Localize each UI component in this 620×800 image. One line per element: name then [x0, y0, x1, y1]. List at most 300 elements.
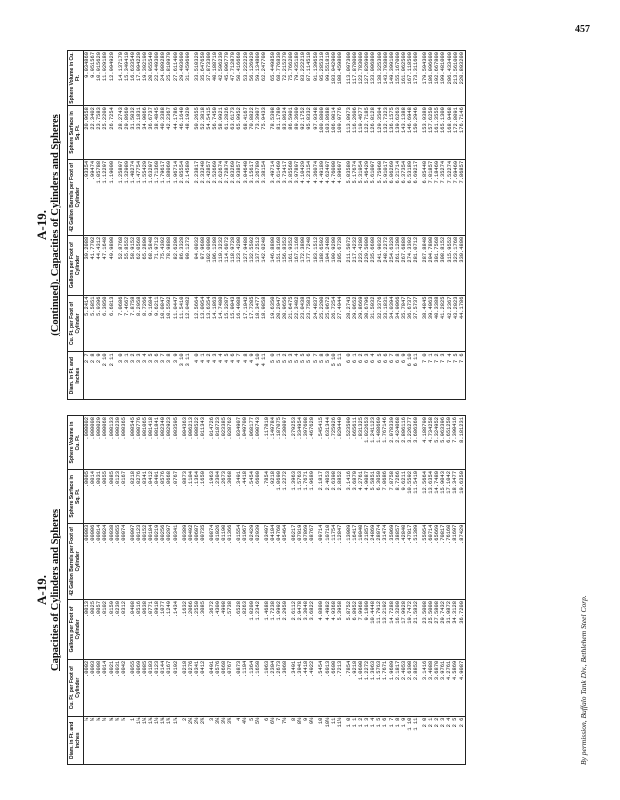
value-cell: 114.6072 — [224, 235, 230, 295]
value-cell: .0014 — [90, 470, 96, 524]
column-header: 42 Gallon Barrels per Foot of Cylinder — [68, 159, 84, 235]
value-cell: 22.449300 — [154, 51, 160, 106]
diameter-cell: 6 3 — [364, 352, 370, 400]
value-cell: .0057 — [96, 600, 102, 660]
value-cell: 2.1817 — [395, 659, 401, 716]
value-cell: 10.915620 — [96, 51, 102, 106]
value-cell: .3085 — [200, 600, 206, 660]
value-cell: 3.73417 — [282, 159, 288, 235]
value-cell: .0276 — [136, 470, 142, 524]
value-cell: .034907 — [236, 416, 242, 470]
value-cell: .117810 — [264, 416, 270, 470]
value-cell: 3.226277 — [407, 416, 413, 470]
column-header: Gallons per Foot of Cylinder — [68, 235, 84, 295]
value-cell: 42.596230 — [218, 51, 224, 106]
value-cell: 14.1863 — [212, 295, 218, 352]
value-cell: 127.9488 — [243, 235, 249, 295]
value-cell: .002923 — [166, 416, 172, 470]
table-id-right: A-19. — [34, 210, 49, 240]
value-cell: .3068 — [282, 659, 288, 716]
value-cell: 7.86857 — [459, 159, 466, 235]
value-cell: 15.349410 — [124, 51, 130, 106]
value-cell: 12.5664 — [422, 470, 428, 524]
value-cell: 294.7800 — [428, 235, 434, 295]
value-cell: 55.8552 — [124, 235, 130, 295]
value-cell: .00735 — [200, 523, 206, 599]
value-cell: 142.0248 — [261, 235, 267, 295]
diameter-cell: 2 11 — [109, 352, 115, 400]
value-cell: 149.399100 — [389, 51, 395, 106]
value-cell: .334954 — [297, 416, 303, 470]
value-cell: 73.3907 — [255, 106, 261, 160]
value-cell: .0167 — [121, 470, 127, 524]
column-header: Sphere Volume in Cu. Ft. — [68, 51, 84, 106]
value-cell: 6.8952 — [352, 600, 358, 660]
value-cell: .6600 — [331, 659, 337, 716]
value-cell: .0159 — [109, 600, 115, 660]
value-cell: 40.188710 — [212, 51, 218, 106]
value-cell: 17.1042 — [243, 295, 249, 352]
table-row — [459, 51, 466, 400]
value-cell: 4.2761 — [446, 659, 452, 716]
diameter-cell: 6 6 — [383, 352, 389, 400]
value-cell: 4.4982 — [325, 600, 331, 660]
value-cell: .13989 — [346, 523, 352, 599]
value-cell: .00014 — [96, 523, 102, 599]
value-cell: 155.167000 — [395, 51, 401, 106]
column-header: 42 Gallon Barrels per Foot of Cylinder — [68, 523, 84, 599]
value-cell: 6.6813 — [109, 295, 115, 352]
value-cell: 58.9921 — [218, 106, 224, 160]
diameter-cell: 4 7 — [236, 352, 242, 400]
value-cell: 5.17674 — [352, 159, 358, 235]
diameter-cell: 1¼ — [142, 716, 148, 764]
diameter-cell: 2 5 — [452, 716, 458, 764]
diameter-cell: ⅞ — [121, 716, 127, 764]
value-cell: 39.2088 — [84, 235, 91, 295]
value-cell: .00184 — [148, 523, 154, 599]
value-cell: .00492 — [188, 523, 194, 599]
value-cell: 8.7266 — [395, 470, 401, 524]
value-cell: 9.951567 — [90, 51, 96, 106]
value-cell: 1.63297 — [148, 159, 154, 235]
value-cell: .3491 — [291, 659, 297, 716]
value-cell: 1.9689 — [309, 470, 315, 524]
value-cell: 10.0847 — [160, 295, 166, 352]
rotated-book-page — [30, 45, 590, 765]
value-cell: 235.6608 — [370, 235, 376, 295]
value-cell: 1.3963 — [370, 659, 376, 716]
value-cell: 143.793800 — [383, 51, 389, 106]
table-left-block — [30, 415, 590, 765]
value-cell: .0341 — [142, 470, 148, 524]
value-cell: 186.096600 — [428, 51, 434, 106]
table-title-right: (Continued). Capacities of Cylinders and Spheres — [50, 114, 61, 336]
diameter-cell: 5 5 — [300, 352, 306, 400]
value-cell: 97.9608 — [200, 235, 206, 295]
value-cell: 126.0128 — [370, 106, 376, 160]
value-cell: 133.006800 — [370, 51, 376, 106]
value-cell: 35.647650 — [200, 51, 206, 106]
value-cell: 161.9352 — [288, 235, 294, 295]
column-header: Sphere Surface in Sq. Ft. — [68, 470, 84, 524]
value-cell: .467620 — [309, 416, 315, 470]
table-row — [84, 416, 91, 765]
value-cell: 2.62674 — [218, 159, 224, 235]
value-cell: .000008 — [90, 416, 96, 470]
value-cell: .00297 — [166, 523, 172, 599]
value-cell: 1.9689 — [389, 659, 395, 716]
value-cell: 4.9368 — [331, 600, 337, 660]
value-cell: 3.6870 — [352, 470, 358, 524]
value-cell: 14.7480 — [218, 295, 224, 352]
value-cell: 5.324952 — [434, 416, 440, 470]
value-cell: .87429 — [459, 523, 466, 599]
diameter-cell: 2 8 — [90, 352, 96, 400]
value-cell: .47017 — [407, 523, 413, 599]
value-cell: 192.667800 — [434, 51, 440, 106]
value-cell: 38.4845 — [422, 295, 428, 352]
value-cell: 4.10429 — [300, 159, 306, 235]
value-cell: 2.4053 — [401, 659, 407, 716]
value-cell: .1249 — [166, 600, 172, 660]
value-cell: .00341 — [173, 523, 179, 599]
diameter-cell: 4 1 — [200, 352, 206, 400]
value-cell: .00024 — [102, 523, 108, 599]
value-cell: 62.247700 — [261, 51, 267, 106]
value-cell: .1632 — [182, 600, 188, 660]
value-cell: 1.0200 — [249, 600, 255, 660]
value-cell: 38.4845 — [154, 106, 160, 160]
diameter-cell: 4½ — [242, 716, 248, 764]
value-cell: .001418 — [148, 416, 154, 470]
value-cell: 4.23154 — [306, 159, 312, 235]
value-cell: .0516 — [136, 600, 142, 660]
diameter-cell: 1 11 — [413, 716, 419, 764]
diameter-cell: 3 — [209, 716, 215, 764]
value-cell: 132.5592 — [249, 235, 255, 295]
diameter-cell: 1⅞ — [173, 716, 179, 764]
value-cell: 29.7432 — [440, 600, 446, 660]
value-cell: 25.810970 — [166, 51, 172, 106]
value-cell: 123.4200 — [236, 235, 242, 295]
value-cell: .0230 — [115, 600, 121, 660]
value-cell: 261.1200 — [395, 235, 401, 295]
table-right-block — [30, 50, 590, 400]
value-cell: .0031 — [115, 659, 121, 716]
diameter-cell: 2 7 — [84, 352, 91, 400]
value-cell: 6.651250 — [446, 416, 452, 470]
diameter-cell: 1 10 — [407, 716, 413, 764]
value-cell: .0491 — [209, 659, 215, 716]
value-cell: 37.5737 — [413, 295, 419, 352]
value-cell: .028762 — [227, 416, 233, 470]
value-cell: 7.9968 — [358, 600, 364, 660]
value-cell: 24.4837 — [313, 295, 319, 352]
value-cell: .000365 — [121, 416, 127, 470]
value-cell: 1.40274 — [130, 159, 136, 235]
value-cell: 2.33240 — [200, 159, 206, 235]
value-cell: .0192 — [173, 659, 179, 716]
value-cell: 223.4208 — [358, 235, 364, 295]
value-cell: 1.5763 — [297, 470, 303, 524]
value-cell: 43.2023 — [453, 295, 459, 352]
value-cell: 68.776830 — [276, 51, 282, 106]
value-cell: 161.3555 — [434, 106, 440, 160]
value-cell: 168.9468 — [447, 106, 453, 160]
value-cell: 75.766200 — [288, 51, 294, 106]
value-cell: .3941 — [297, 659, 303, 716]
value-cell: 146.8800 — [270, 235, 276, 295]
value-cell: 50.416660 — [236, 51, 242, 106]
value-cell: 4.36074 — [313, 159, 319, 235]
value-cell: .00123 — [136, 523, 142, 599]
value-cell: 59.134800 — [255, 51, 261, 106]
value-cell: 6.85440 — [422, 159, 428, 235]
value-cell: .545415 — [318, 416, 324, 470]
value-cell: 19.392190 — [142, 51, 148, 106]
value-cell: 20.2947 — [276, 295, 282, 352]
value-cell: .00055 — [115, 523, 121, 599]
value-cell: 7.35274 — [440, 159, 446, 235]
value-cell: 17.7205 — [249, 295, 255, 352]
value-cell: .1963 — [209, 470, 215, 524]
value-cell: .002340 — [160, 416, 166, 470]
diameter-cell: 4 9 — [249, 352, 255, 400]
value-cell: .0123 — [115, 470, 121, 524]
column-header: Sphere Volume in Cu. Ft. — [68, 416, 84, 470]
value-cell: 5.5851 — [370, 470, 376, 524]
diameter-cell: 2 4 — [446, 716, 452, 764]
value-cell: .0025 — [90, 600, 96, 660]
value-cell: 20.9658 — [84, 106, 91, 160]
table-header-row — [68, 416, 84, 765]
value-cell: 36.6737 — [407, 295, 413, 352]
value-cell: .1104 — [242, 659, 248, 716]
value-cell: 102.0000 — [206, 235, 212, 295]
value-cell: 3.85560 — [288, 159, 294, 235]
value-cell: 87.114510 — [306, 51, 312, 106]
value-cell: .09714 — [318, 523, 324, 599]
value-cell: 206.433400 — [447, 51, 453, 106]
value-cell: 20.955540 — [148, 51, 154, 106]
value-cell: 3.49714 — [270, 159, 276, 235]
value-cell: .04104 — [270, 523, 276, 599]
value-cell: 1.0690 — [276, 470, 282, 524]
value-cell: 22.3402 — [90, 106, 96, 160]
value-cell: 2.424068 — [395, 416, 401, 470]
value-cell: 32.3376 — [377, 295, 383, 352]
value-cell: 42.2367 — [166, 106, 172, 160]
value-cell: 83.8624 — [282, 106, 288, 160]
value-cell: 34.9066 — [142, 106, 148, 160]
diameter-cell: 7 0 — [422, 352, 428, 400]
value-cell: 161.062500 — [401, 51, 407, 106]
value-cell: .0767 — [173, 470, 179, 524]
value-cell: 78.5398 — [270, 106, 276, 160]
diameter-cell: 3 7 — [160, 352, 166, 400]
value-cell: 2.1817 — [318, 470, 324, 524]
diameter-cell: ⅜ — [96, 716, 102, 764]
diameter-cell: 5 11 — [337, 352, 343, 400]
value-cell: .07869 — [303, 523, 309, 599]
value-cell: 3.686360 — [413, 416, 419, 470]
value-cell: .9218 — [270, 470, 276, 524]
value-cell: 17.994220 — [136, 51, 142, 106]
value-cell: 5.46429 — [364, 159, 370, 235]
value-cell: .10710 — [325, 523, 331, 599]
value-cell: .0638 — [142, 600, 148, 660]
diameter-cell: 7 3 — [440, 352, 446, 400]
value-cell: 13.6354 — [428, 470, 434, 524]
value-cell: .4998 — [221, 600, 227, 660]
diameter-cell: 1 6 — [382, 716, 388, 764]
value-cell: .2066 — [188, 600, 194, 660]
value-cell: .1104 — [188, 470, 194, 524]
value-cell: .0873 — [236, 659, 242, 716]
value-cell: 118.9728 — [230, 235, 236, 295]
value-cell: .4922 — [309, 659, 315, 716]
value-cell: 4.2761 — [358, 470, 364, 524]
diameter-cell: 3 3 — [136, 352, 142, 400]
value-cell: 7.69469 — [453, 159, 459, 235]
value-cell: 143.1388 — [401, 106, 407, 160]
value-cell: 151.8168 — [276, 235, 282, 295]
value-cell: 176.7146 — [459, 106, 466, 160]
value-cell: 5.9396 — [96, 295, 102, 352]
value-cell: .397608 — [303, 416, 309, 470]
value-cell: 7.8758 — [389, 470, 395, 524]
value-cell: 113.097300 — [346, 51, 352, 106]
value-cell: .8263 — [242, 600, 248, 660]
value-cell: 3.04640 — [243, 159, 249, 235]
diameter-cell: 5 1 — [276, 352, 282, 400]
value-cell: 24.089280 — [160, 51, 166, 106]
value-cell: 2.078339 — [389, 416, 395, 470]
diameter-cell: ¾ — [115, 716, 121, 764]
diameter-cell: 2¾ — [200, 716, 206, 764]
diameter-cell: 2 6 — [459, 716, 466, 764]
value-cell: 45.096770 — [224, 51, 230, 106]
value-cell: 22.3402 — [294, 295, 300, 352]
value-cell: 11.0447 — [173, 295, 179, 352]
value-cell: .00003 — [84, 523, 91, 599]
value-cell: 308.8152 — [440, 235, 446, 295]
value-cell: .93354 — [84, 159, 91, 235]
value-cell: .00038 — [109, 523, 115, 599]
value-cell: 106.9014 — [331, 106, 337, 160]
value-cell: 287.8848 — [422, 235, 428, 295]
diameter-cell: 10½ — [325, 716, 331, 764]
diameter-cell: 1⅛ — [136, 716, 142, 764]
diameter-cell: 3 6 — [154, 352, 160, 400]
diameter-cell: 6 7 — [389, 352, 395, 400]
value-cell: 2.6398 — [407, 659, 413, 716]
value-cell: .187075 — [276, 416, 282, 470]
value-cell: 33.1831 — [136, 106, 142, 160]
diameter-cell: 5 0 — [270, 352, 276, 400]
diameter-cell: 7 — [276, 716, 282, 764]
value-cell: 83.222210 — [300, 51, 306, 106]
value-cell: 183.1512 — [313, 235, 319, 295]
value-cell: 9.034860 — [84, 51, 91, 106]
diameter-cell: 2 0 — [422, 716, 428, 764]
value-cell: .0085 — [142, 659, 148, 716]
value-cell: 1.022653 — [364, 416, 370, 470]
value-cell: 91.139650 — [313, 51, 319, 106]
diameter-cell: 2 — [182, 716, 188, 764]
value-cell: .0005 — [84, 470, 91, 524]
value-cell: 26.7254 — [331, 295, 337, 352]
value-cell: 4.5869 — [452, 659, 458, 716]
value-cell: 2.8852 — [413, 659, 419, 716]
value-cell: 68.5848 — [148, 235, 154, 295]
value-cell: .2550 — [194, 600, 200, 660]
value-cell: 19.7472 — [407, 600, 413, 660]
value-cell: 6.3050 — [102, 295, 108, 352]
table-title-left: Capacities of Cylinders and Spheres — [50, 509, 61, 671]
value-cell: 34.9066 — [395, 295, 401, 352]
value-cell: .2673 — [221, 470, 227, 524]
value-cell: 50.2655 — [194, 106, 200, 160]
value-cell: .3672 — [209, 600, 215, 660]
value-cell: 42.2367 — [447, 295, 453, 352]
value-cell: 36.6737 — [148, 106, 154, 160]
value-cell: 12.0482 — [185, 295, 191, 352]
value-cell: 5.3958 — [337, 600, 343, 660]
value-cell: 7.18469 — [434, 159, 440, 235]
diameter-cell: 3 11 — [185, 352, 191, 400]
value-cell: 2.72874 — [224, 159, 230, 235]
value-cell: 3.38154 — [261, 159, 267, 235]
value-cell: 3.6822 — [309, 600, 315, 660]
value-cell: 34.0394 — [389, 295, 395, 352]
value-cell: .16417 — [352, 523, 358, 599]
value-cell: 9.6211 — [154, 295, 160, 352]
value-cell: .38857 — [395, 523, 401, 599]
value-cell: 1.488669 — [376, 416, 382, 470]
value-cell: 1.88069 — [166, 159, 172, 235]
value-cell: .0873 — [182, 470, 188, 524]
value-cell: 5.5851 — [90, 295, 96, 352]
value-cell: 49.9800 — [109, 235, 115, 295]
diameter-cell: 1 — [130, 716, 136, 764]
value-cell: .01554 — [236, 523, 242, 599]
diameter-cell: 3 5 — [148, 352, 154, 400]
diameter-cell: 3 4 — [142, 352, 148, 400]
column-header: Sphere Surface in Sq. Ft. — [68, 106, 84, 160]
value-cell: .7213 — [337, 659, 343, 716]
value-cell: 54.5415 — [206, 106, 212, 160]
value-cell: .0013 — [84, 600, 91, 660]
value-cell: 172.8091 — [453, 106, 459, 160]
value-cell: .1650 — [255, 659, 261, 716]
value-cell: 2.6398 — [331, 470, 337, 524]
value-cell: .0576 — [215, 659, 221, 716]
value-cell: .725926 — [331, 416, 337, 470]
value-cell: 27.611400 — [173, 51, 179, 106]
value-cell: 5.03589 — [346, 159, 352, 235]
value-cell: 56.7450 — [212, 106, 218, 160]
value-cell: 5.31954 — [358, 159, 364, 235]
diameter-cell: 4 4 — [218, 352, 224, 400]
value-cell: .0167 — [166, 659, 172, 716]
value-cell: 52.8768 — [118, 235, 124, 295]
value-cell: .05464 — [282, 523, 288, 599]
value-cell: 7.0686 — [118, 295, 124, 352]
value-cell: .0408 — [130, 600, 136, 660]
value-cell: .0576 — [160, 470, 166, 524]
